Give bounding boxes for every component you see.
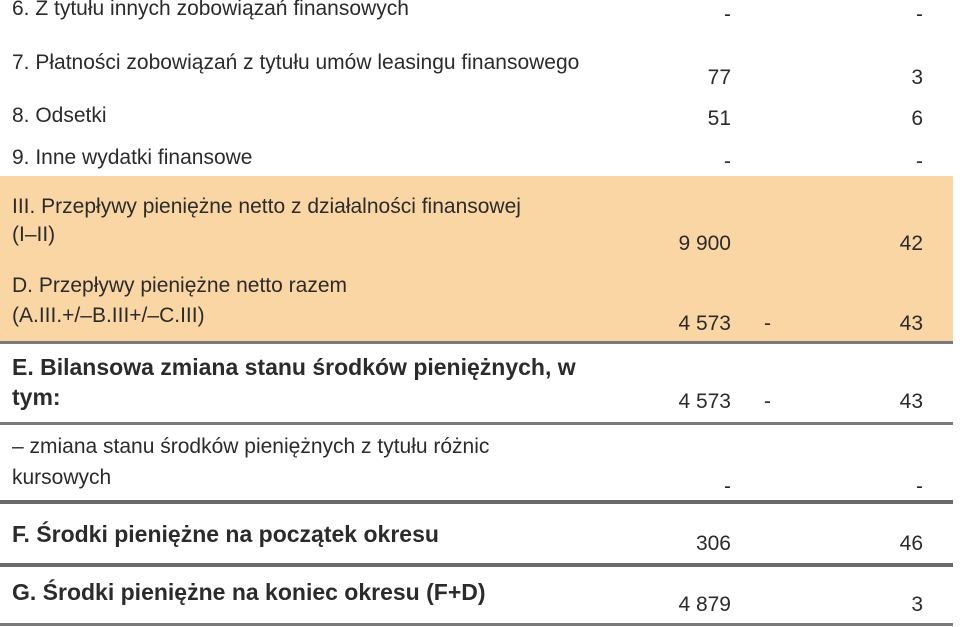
row-III-summary [0,176,953,261]
value-col2: 3 [911,593,923,616]
value-col2: 43 [899,390,923,413]
value-col1: 4 573 [678,312,731,335]
row-D-net-flows [0,261,953,341]
value-col2: - [916,150,923,173]
value-col1: 4 573 [678,390,731,413]
row-9 [0,140,953,176]
row-6 [0,0,953,30]
row-F-opening-cash [0,505,953,563]
row-label: G. Środki pieniężne na koniec okresu (F+D) [12,579,486,605]
value-mid: - [764,390,771,413]
divider [0,422,953,425]
row-8 [0,100,953,138]
row-label-line1: E. Bilansowa zmiana stanu środków pieniężnych, w [12,354,576,380]
row-fx-change [0,426,953,500]
value-col2: 46 [899,532,923,555]
value-col2: - [916,475,923,498]
value-col1: 306 [695,532,731,555]
divider [0,623,953,626]
divider [0,341,953,344]
row-label: 8. Odsetki [12,104,107,127]
row-label: F. Środki pieniężne na początek okresu [12,521,439,547]
row-label-line2: tym: [12,384,61,410]
row-label-line1: D. Przepływy pieniężne netto razem [12,274,347,297]
row-label: 6. Z tytułu innych zobowiązań finansowych [12,0,409,20]
row-label-line1: III. Przepływy pieniężne netto z działalności finansowej [12,195,521,218]
value-col2: 6 [911,107,923,130]
value-mid: - [764,312,771,335]
row-label-line2: (A.III.+/–B.III+/–C.III) [12,304,205,327]
divider [0,563,953,567]
value-col2: - [916,3,923,26]
value-col2: 43 [899,312,923,335]
row-E-balance-change [0,346,953,422]
row-label-line1: – zmiana stanu środków pieniężnych z tytułu różnic [12,435,490,458]
value-col1: 9 900 [678,232,731,255]
row-G-closing-cash [0,568,953,623]
row-label: 7. Płatności zobowiązań z tytułu umów leasingu finansowego [12,51,580,74]
value-col1: 4 879 [678,593,731,616]
value-col1: 77 [707,66,731,89]
row-label-line2: (I–II) [12,223,56,246]
value-col1: - [724,475,731,498]
row-label-line2: kursowych [12,466,112,489]
value-col2: 3 [911,66,923,89]
value-col1: - [724,3,731,26]
row-label: 9. Inne wydatki finansowe [12,146,253,169]
row-7 [0,46,953,96]
value-col1: - [724,150,731,173]
value-col2: 42 [899,232,923,255]
divider [0,500,953,504]
value-col1: 51 [707,107,731,130]
